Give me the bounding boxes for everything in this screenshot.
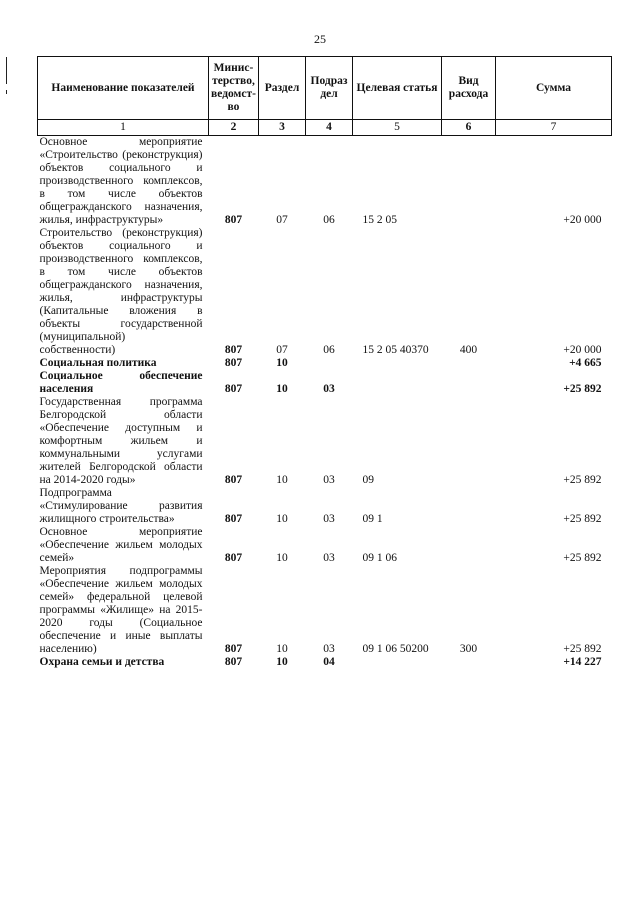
table-row (38, 656, 612, 669)
row-razdel: 10 (276, 357, 288, 369)
row-podrazdel: 06 (323, 214, 335, 226)
row-ministry: 807 (224, 513, 243, 525)
row-vid (442, 487, 496, 526)
row-name: Социальная политика (39, 357, 157, 369)
row-target (353, 370, 442, 396)
budget-table (37, 56, 612, 669)
row-name: Мероприятия подпрограммы «Обеспечение жильем молодых семей» федеральной целевой программы «Жилище» на 2015-2020 годы (Социальное обеспечение и иные выплаты населению) (39, 565, 203, 655)
row-podrazdel (306, 357, 353, 370)
col-number: 4 (306, 120, 353, 136)
margin-mark (6, 90, 7, 94)
header-name: Наименование показателей (38, 57, 209, 120)
row-target: 09 1 06 (362, 552, 397, 564)
row-summa: +25 892 (563, 513, 602, 525)
row-name: Государственная программа Белгородской области «Обеспечение доступным и комфортным жильем и коммунальными услугами жителей Белгородской области на 2014-2020 годы» (39, 396, 203, 486)
row-razdel: 10 (276, 643, 288, 655)
col-number: 2 (209, 120, 259, 136)
col-number: 3 (259, 120, 306, 136)
row-target: 15 2 05 (362, 214, 397, 226)
row-summa: +20 000 (563, 214, 602, 226)
row-name: Основное мероприятие «Строительство (реконструкция) объектов социального и производственного комплексов, в том числе объектов общегражданского назначения, жилья, инфраструктуры» (39, 136, 203, 226)
row-name: Охрана семьи и детства (39, 656, 165, 668)
row-name: Основное мероприятие «Обеспечение жильем молодых семей» (39, 526, 203, 564)
row-name: Подпрограмма «Стимулирование развития жилищного строительства» (39, 487, 203, 525)
row-podrazdel: 03 (323, 643, 335, 655)
row-target: 09 1 (362, 513, 383, 525)
row-target: 15 2 05 40370 (362, 344, 429, 356)
col-number: 1 (38, 120, 209, 136)
col-number: 6 (442, 120, 496, 136)
row-vid (442, 357, 496, 370)
row-razdel: 07 (276, 344, 288, 356)
row-razdel: 10 (276, 513, 288, 525)
row-summa: +25 892 (563, 552, 602, 564)
header-target: Целевая статья (353, 57, 442, 120)
row-ministry: 807 (224, 643, 243, 655)
table-row (38, 357, 612, 370)
row-summa: +4 665 (569, 357, 602, 369)
row-razdel: 10 (276, 552, 288, 564)
row-razdel: 10 (276, 383, 288, 395)
row-podrazdel: 03 (323, 474, 335, 486)
row-podrazdel: 03 (323, 383, 335, 395)
row-razdel: 10 (276, 474, 288, 486)
col-number: 7 (496, 120, 612, 136)
row-target (353, 656, 442, 669)
row-podrazdel: 04 (323, 656, 335, 668)
table-row (38, 370, 612, 396)
row-vid (442, 526, 496, 565)
row-podrazdel: 03 (323, 513, 335, 525)
row-target: 09 (362, 474, 374, 486)
row-vid (442, 396, 496, 487)
row-ministry: 807 (224, 552, 243, 564)
row-ministry: 807 (224, 214, 243, 226)
table-row (38, 565, 612, 656)
table-row (38, 526, 612, 565)
row-summa: +25 892 (563, 643, 602, 655)
row-vid: 400 (459, 344, 478, 356)
row-ministry: 807 (224, 383, 243, 395)
row-target (353, 357, 442, 370)
row-name: Социальное обеспечение населения (39, 370, 203, 395)
row-ministry: 807 (224, 344, 243, 356)
row-summa: +20 000 (563, 344, 602, 356)
row-podrazdel: 03 (323, 552, 335, 564)
row-podrazdel: 06 (323, 344, 335, 356)
header-summa: Сумма (496, 57, 612, 120)
margin-mark (6, 57, 7, 84)
row-ministry: 807 (224, 474, 243, 486)
row-vid (442, 656, 496, 669)
table-row (38, 227, 612, 357)
row-name: Строительство (реконструкция) объектов социального и производственного комплексов, в том числе объектов общегражданского назначения, жилья, инфраструктуры (Капитальные вложения в объекты государственной (муниципальной) собственности) (39, 227, 203, 356)
row-ministry: 807 (224, 357, 243, 369)
row-ministry: 807 (224, 656, 243, 668)
row-summa: +14 227 (563, 656, 602, 668)
row-summa: +25 892 (563, 383, 602, 395)
table-row (38, 396, 612, 487)
table-row (38, 487, 612, 526)
row-target: 09 1 06 50200 (362, 643, 429, 655)
header-razdel: Раздел (259, 57, 306, 120)
header-ministry: Минис-терство, ведомст-во (209, 57, 259, 120)
header-podrazdel: Подраз дел (306, 57, 353, 120)
page-number: 25 (314, 32, 326, 46)
row-razdel: 07 (276, 214, 288, 226)
row-razdel: 10 (276, 656, 288, 668)
table-row (38, 136, 612, 228)
row-vid (442, 370, 496, 396)
header-vid: Вид расхода (442, 57, 496, 120)
row-vid: 300 (459, 643, 478, 655)
row-vid (442, 136, 496, 228)
row-summa: +25 892 (563, 474, 602, 486)
col-number: 5 (353, 120, 442, 136)
